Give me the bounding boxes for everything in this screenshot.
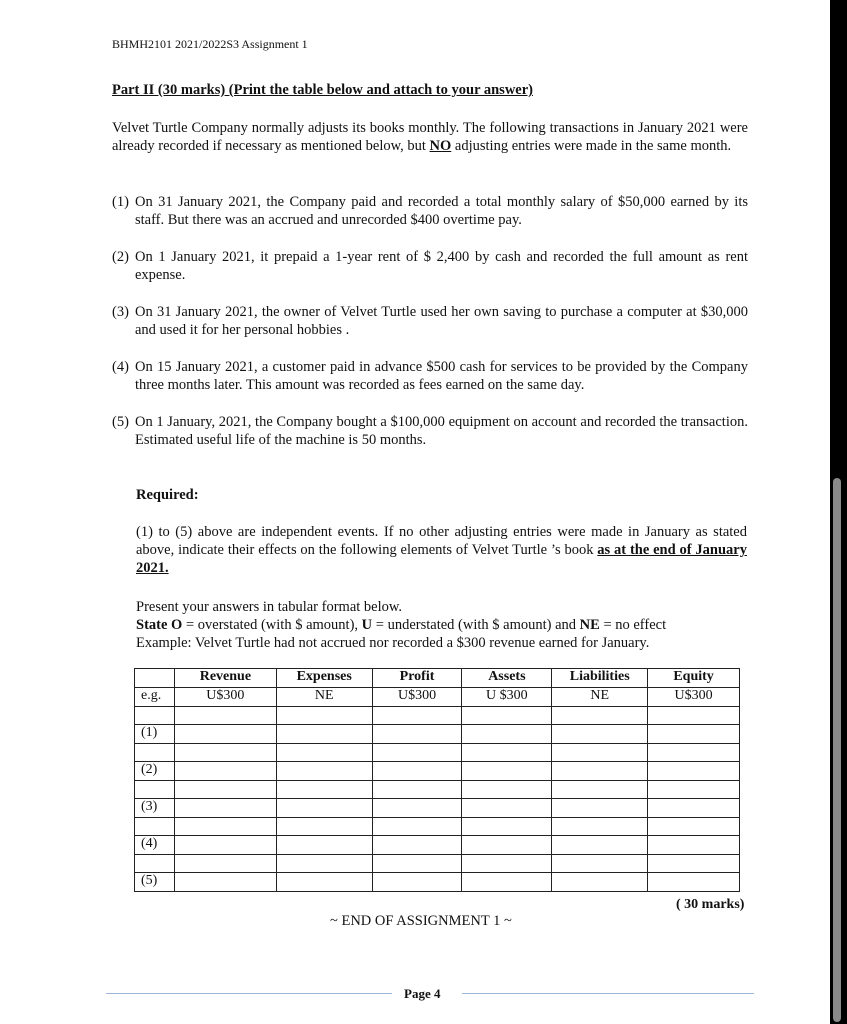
answer-cell[interactable] bbox=[462, 873, 552, 892]
answer-cell[interactable] bbox=[462, 762, 552, 781]
part-title: Part II (30 marks) (Print the table below and attach to your answer) bbox=[112, 82, 533, 98]
answer-cell[interactable] bbox=[648, 873, 740, 892]
table-row-5 bbox=[135, 873, 740, 892]
cell-liabilities: NE bbox=[552, 688, 648, 707]
answer-table bbox=[134, 668, 740, 892]
table-row-2 bbox=[135, 762, 740, 781]
answer-cell[interactable] bbox=[276, 725, 372, 744]
item-number: (4) bbox=[112, 359, 129, 375]
transaction-item-4 bbox=[112, 358, 748, 394]
document-header: BHMH2101 2021/2022S3 Assignment 1 bbox=[112, 37, 308, 51]
transaction-item-2 bbox=[112, 248, 748, 284]
item-number: (5) bbox=[112, 414, 129, 430]
cell-expenses: NE bbox=[276, 688, 372, 707]
item-text: On 1 January, 2021, the Company bought a $100,000 equipment on account and recorded the transaction. Estimated useful life of the machine is 50 months. bbox=[135, 414, 748, 448]
answer-cell[interactable] bbox=[552, 762, 648, 781]
u-desc: = understated (with $ amount) and bbox=[372, 617, 580, 633]
answer-cell[interactable] bbox=[174, 836, 276, 855]
answer-cell[interactable] bbox=[372, 762, 462, 781]
instructions-block bbox=[136, 598, 747, 652]
table-spacer-row bbox=[135, 707, 740, 725]
answer-cell[interactable] bbox=[372, 799, 462, 818]
row-label: e.g. bbox=[135, 688, 175, 707]
item-number: (2) bbox=[112, 249, 129, 265]
answer-cell[interactable] bbox=[648, 762, 740, 781]
answer-cell[interactable] bbox=[276, 799, 372, 818]
intro-emphasis: NO bbox=[429, 138, 452, 154]
header-revenue: Revenue bbox=[174, 669, 276, 688]
item-number: (3) bbox=[112, 304, 129, 320]
header-equity: Equity bbox=[648, 669, 740, 688]
item-text: On 31 January 2021, the owner of Velvet Turtle used her own saving to purchase a computer at $30,000 and used it for her personal hobbies . bbox=[135, 304, 748, 338]
answer-cell[interactable] bbox=[174, 725, 276, 744]
required-heading: Required: bbox=[136, 487, 199, 503]
row-label: (5) bbox=[135, 873, 175, 892]
answer-cell[interactable] bbox=[174, 799, 276, 818]
row-label: (1) bbox=[135, 725, 175, 744]
answer-cell[interactable] bbox=[372, 725, 462, 744]
present-line: Present your answers in tabular format below. bbox=[136, 599, 403, 615]
answer-cell[interactable] bbox=[648, 725, 740, 744]
state-line bbox=[136, 616, 747, 634]
scrollbar-thumb[interactable] bbox=[833, 478, 841, 1022]
answer-cell[interactable] bbox=[276, 762, 372, 781]
answer-cell[interactable] bbox=[276, 873, 372, 892]
required-text: (1) to (5) above are independent events. If no other adjusting entries were made in January as stated above, indicate their effects on the following elements of Velvet Turtle ’s book bbox=[136, 524, 747, 558]
table-spacer-row bbox=[135, 855, 740, 873]
ne-desc: = no effect bbox=[599, 617, 667, 633]
table-spacer-row bbox=[135, 781, 740, 799]
required-paragraph bbox=[136, 523, 747, 577]
transaction-item-1 bbox=[112, 193, 748, 229]
u-label: U bbox=[361, 617, 373, 633]
answer-cell[interactable] bbox=[372, 836, 462, 855]
answer-cell[interactable] bbox=[462, 725, 552, 744]
footer-divider-right bbox=[462, 993, 754, 994]
row-label: (4) bbox=[135, 836, 175, 855]
intro-text-before: Velvet Turtle Company normally adjusts its books monthly. The following transactions in January 2021 were already recorded if necessary as mentioned below, but bbox=[112, 120, 748, 154]
table-row-example bbox=[135, 688, 740, 707]
ne-label: NE bbox=[579, 617, 600, 633]
item-text: On 31 January 2021, the Company paid and recorded a total monthly salary of $50,000 earned by its staff. But there was an accrued and unrecorded $400 overtime pay. bbox=[135, 194, 748, 228]
o-label: O bbox=[171, 617, 183, 633]
header-assets: Assets bbox=[462, 669, 552, 688]
answer-cell[interactable] bbox=[462, 836, 552, 855]
item-text: On 1 January 2021, it prepaid a 1-year rent of $ 2,400 by cash and recorded the full amount as rent expense. bbox=[135, 249, 748, 283]
answer-cell[interactable] bbox=[462, 799, 552, 818]
answer-cell[interactable] bbox=[552, 725, 648, 744]
answer-cell[interactable] bbox=[174, 762, 276, 781]
table-row-3 bbox=[135, 799, 740, 818]
state-prefix: State bbox=[136, 617, 172, 633]
item-text: On 15 January 2021, a customer paid in advance $500 cash for services to be provided by the Company three months later. This amount was recorded as fees earned on the same day. bbox=[135, 359, 748, 393]
answer-cell[interactable] bbox=[648, 799, 740, 818]
answer-cell[interactable] bbox=[552, 836, 648, 855]
answer-cell[interactable] bbox=[276, 836, 372, 855]
page-number: Page 4 bbox=[404, 986, 441, 1001]
header-profit: Profit bbox=[372, 669, 462, 688]
cell-equity: U$300 bbox=[648, 688, 740, 707]
table-header-row bbox=[135, 669, 740, 688]
example-line: Example: Velvet Turtle had not accrued nor recorded a $300 revenue earned for January. bbox=[136, 635, 650, 651]
answer-cell[interactable] bbox=[648, 836, 740, 855]
row-label: (2) bbox=[135, 762, 175, 781]
required-emphasis: as at the end of January 2021. bbox=[136, 542, 747, 576]
answer-cell[interactable] bbox=[174, 873, 276, 892]
end-of-assignment: ~ END OF ASSIGNMENT 1 ~ bbox=[330, 913, 512, 929]
marks-label: ( 30 marks) bbox=[676, 897, 745, 912]
header-expenses: Expenses bbox=[276, 669, 372, 688]
cell-revenue: U$300 bbox=[174, 688, 276, 707]
cell-assets: U $300 bbox=[462, 688, 552, 707]
transaction-item-5 bbox=[112, 413, 748, 449]
table-row-4 bbox=[135, 836, 740, 855]
table-spacer-row bbox=[135, 818, 740, 836]
table-spacer-row bbox=[135, 744, 740, 762]
intro-text-after: adjusting entries were made in the same month. bbox=[451, 138, 732, 154]
item-number: (1) bbox=[112, 194, 129, 210]
cell-profit: U$300 bbox=[372, 688, 462, 707]
answer-cell[interactable] bbox=[372, 873, 462, 892]
o-desc: = overstated (with $ amount), bbox=[182, 617, 362, 633]
header-blank bbox=[135, 669, 175, 688]
footer-divider-left bbox=[106, 993, 392, 994]
transaction-item-3 bbox=[112, 303, 748, 339]
answer-cell[interactable] bbox=[552, 799, 648, 818]
header-liabilities: Liabilities bbox=[552, 669, 648, 688]
answer-cell[interactable] bbox=[552, 873, 648, 892]
table-row-1 bbox=[135, 725, 740, 744]
intro-paragraph bbox=[112, 119, 748, 155]
row-label: (3) bbox=[135, 799, 175, 818]
